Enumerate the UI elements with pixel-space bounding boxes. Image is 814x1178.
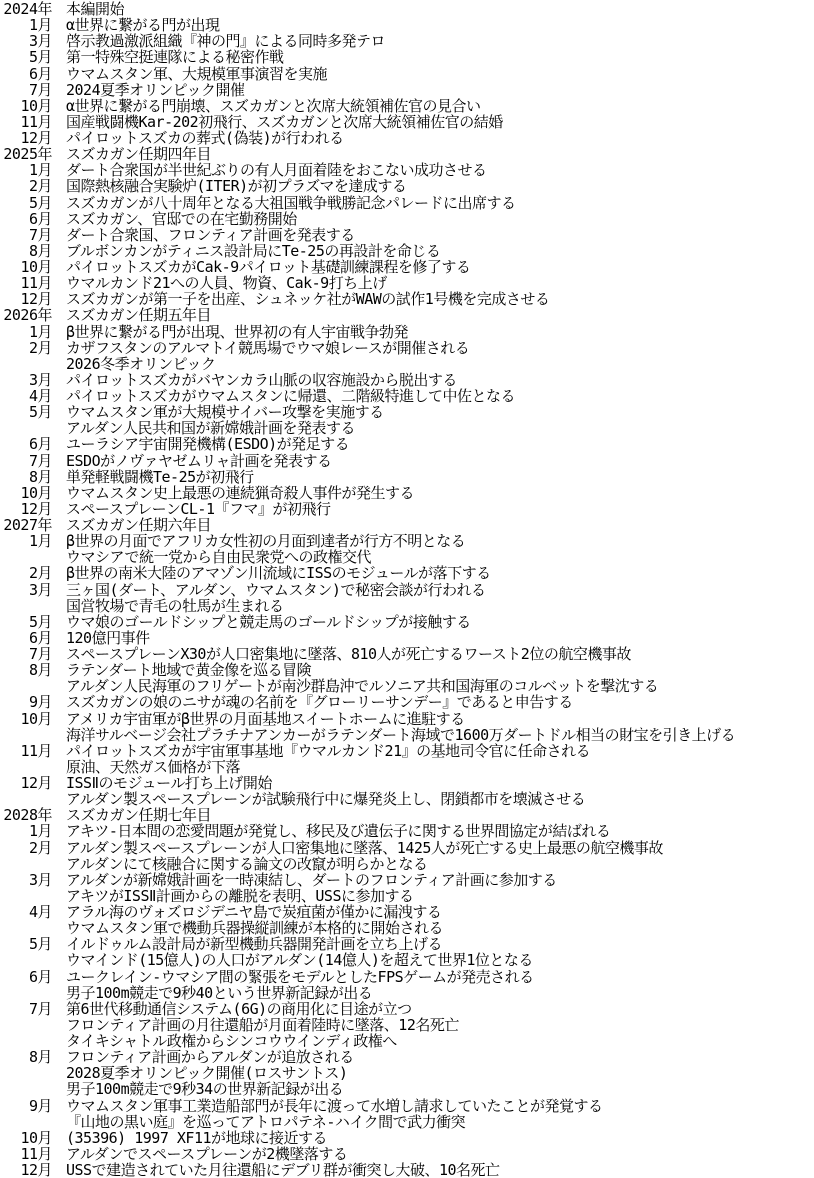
timeline-row: [0, 823, 814, 839]
timeline-row: [0, 49, 814, 65]
timeline-event-text: スペースプレーンX30が人口密集地に墜落、810人が死亡するワースト2位の航空機事故: [66, 645, 631, 663]
timeline-row: [0, 1033, 814, 1049]
timeline-event-text: ISSⅡのモジュール打ち上げ開始: [66, 774, 272, 792]
timeline-row: [0, 582, 814, 598]
timeline-event-text: ウマムスタン軍事工業造船部門が長年に渡って水増し請求していたことが発覚する: [66, 1096, 603, 1115]
timeline-row: [0, 436, 814, 452]
timeline-event-text: アルダンにて核融合に関する論文の改竄が明らかとなる: [66, 854, 428, 873]
timeline-date-label: 5月: [28, 403, 52, 422]
timeline-row: [0, 146, 814, 162]
timeline-date-label: 10月: [20, 96, 52, 115]
timeline-date-label: 2026年: [3, 306, 52, 325]
timeline-row: [0, 1146, 814, 1162]
timeline-event-text: ウマムスタン史上最悪の連続猟奇殺人事件が発生する: [66, 483, 415, 502]
timeline-row: [0, 501, 814, 517]
timeline-event-text: 2026冬季オリンピック: [66, 354, 216, 373]
timeline-date-label: 3月: [28, 580, 52, 599]
timeline-event-text: パイロットスズカが宇宙軍事基地『ウマルカンド21』の基地司令官に任命される: [66, 741, 591, 760]
timeline-event-text: ウマムスタン軍が大規模サイバー攻撃を実施する: [66, 403, 384, 422]
timeline-event-text: ダート合衆国、フロンティア計画を発表する: [66, 225, 355, 244]
timeline-event-text: アルダン製スペースプレーンが試験飛行中に爆発炎上し、閉鎖都市を壊滅させる: [66, 790, 586, 809]
timeline-event-text: アキツ-日本間の恋愛問題が発覚し、移民及び遺伝子に関する世界間協定が結ばれる: [66, 822, 611, 841]
timeline-event-text: スズカガン任期七年目: [66, 806, 212, 825]
timeline-row: [0, 904, 814, 920]
timeline-row: [0, 856, 814, 872]
timeline-date-label: 5月: [28, 612, 52, 631]
timeline-event-text: α世界に繋がる門崩壊、スズカガンと次席大統領補佐官の見合い: [66, 96, 481, 115]
timeline-row: [0, 920, 814, 936]
timeline-row: [0, 485, 814, 501]
timeline-date-label: 2月: [28, 838, 52, 857]
timeline-date-label: 10月: [20, 1128, 52, 1147]
timeline-row: [0, 291, 814, 307]
timeline-row: [0, 17, 814, 33]
timeline-event-text: パイロットスズカの葬式(偽装)が行われる: [66, 129, 344, 147]
timeline-row: [0, 469, 814, 485]
timeline-date-label: 12月: [20, 290, 52, 309]
timeline-row: [0, 1114, 814, 1130]
timeline-row: [0, 662, 814, 678]
timeline-row: [0, 888, 814, 904]
timeline-event-text: ESDOがノヴァヤゼムリャ計画を発表する: [66, 451, 332, 470]
timeline-date-label: 1月: [28, 322, 52, 341]
timeline-event-text: ユーラシア宇宙開発機構(ESDO)が発足する: [66, 435, 350, 454]
timeline-event-text: β世界の月面でアフリカ女性初の月面到達者が行方不明となる: [66, 532, 466, 551]
timeline-date-label: 2月: [28, 564, 52, 583]
timeline-row: [0, 936, 814, 952]
timeline-event-text: 単発軽戦闘機Te-25が初飛行: [66, 467, 254, 486]
timeline-row: [0, 82, 814, 98]
timeline-date-label: 6月: [28, 64, 52, 83]
timeline-event-text: ウマインド(15億人)の人口がアルダン(14億人)を超えて世界1位となる: [66, 951, 533, 970]
timeline-event-text: 国産戦闘機Kar-202初飛行、スズカガンと次席大統領補佐官の結婚: [66, 112, 503, 131]
timeline-event-text: パイロットスズカがバヤンカラ山脈の収容施設から脱出する: [66, 370, 457, 389]
timeline-row: [0, 678, 814, 694]
timeline-event-text: カザフスタンのアルマトイ競馬場でウマ娘レースが開催される: [66, 338, 470, 357]
timeline-date-label: 5月: [28, 48, 52, 67]
timeline-event-text: スズカガンが第一子を出産、シュネッケ社がWAWの試作1号機を完成させる: [66, 290, 550, 309]
timeline-row: [0, 388, 814, 404]
timeline-date-label: 10月: [20, 483, 52, 502]
timeline-date-label: 2025年: [3, 145, 52, 164]
timeline-row: [0, 759, 814, 775]
timeline-date-label: 10月: [20, 258, 52, 276]
timeline-row: [0, 420, 814, 436]
timeline-row: [0, 646, 814, 662]
timeline-row: [0, 162, 814, 178]
timeline-row: [0, 372, 814, 388]
timeline-row: [0, 1065, 814, 1081]
timeline-date-label: 4月: [28, 903, 52, 921]
timeline-event-text: 2024夏季オリンピック開催: [66, 80, 245, 99]
timeline-date-label: 5月: [28, 193, 52, 212]
timeline-row: [0, 1098, 814, 1114]
timeline-event-text: アキツがISSⅡ計画からの離脱を表明、USSに参加する: [66, 886, 414, 905]
timeline-date-label: 3月: [28, 870, 52, 889]
timeline-event-text: イルドゥルム設計局が新型機動兵器開発計画を立ち上げる: [66, 935, 443, 954]
timeline-event-text: スペースプレーンCL-1『フマ』が初飛行: [66, 499, 331, 518]
timeline-event-text: 海洋サルベージ会社プラチナアンカーがラテンダート海域で1600万ダートドル相当の財宝を引き上げる: [66, 725, 736, 744]
timeline-event-text: ユークレイン-ウマシア間の緊張をモデルとしたFPSゲームが発売される: [66, 967, 534, 986]
timeline-date-label: 6月: [28, 628, 52, 647]
timeline-row: [0, 614, 814, 630]
timeline-event-text: スズカガン任期六年目: [66, 516, 212, 534]
timeline-event-text: ウマ娘のゴールドシップと競走馬のゴールドシップが接触する: [66, 612, 471, 631]
timeline-date-label: 11月: [20, 1144, 52, 1163]
timeline-row: [0, 533, 814, 549]
timeline-date-label: 10月: [20, 709, 52, 728]
timeline-date-label: 6月: [28, 209, 52, 228]
timeline-event-text: β世界の南米大陸のアマゾン川流域にISSのモジュールが落下する: [66, 564, 491, 583]
timeline-event-text: ダート合衆国が半世紀ぶりの有人月面着陸をおこない成功させる: [66, 161, 487, 180]
timeline-date-label: 7月: [28, 645, 52, 663]
timeline-row: [0, 114, 814, 130]
timeline-date-label: 7月: [28, 225, 52, 244]
timeline-event-text: アルダン人民共和国が新嫦娥計画を発表する: [66, 419, 355, 438]
timeline-row: [0, 969, 814, 985]
timeline-event-text: (35396) 1997 XF11が地球に接近する: [66, 1128, 328, 1147]
timeline-event-text: スズカガンが八十周年となる大祖国戦争戦勝記念パレードに出席する: [66, 193, 516, 212]
timeline-row: [0, 807, 814, 823]
timeline-event-text: 三ヶ国(ダート、アルダン、ウマムスタン)で秘密会談が行われる: [66, 580, 486, 599]
timeline-event-text: ウマムスタン軍、大規模軍事演習を実施: [66, 64, 328, 83]
timeline-date-label: 11月: [20, 112, 52, 131]
timeline-event-text: 第6世代移動通信システム(6G)の商用化に目途が立つ: [66, 999, 412, 1018]
timeline-event-text: アルダンが新嫦娥計画を一時凍結し、ダートのフロンティア計画に参加する: [66, 870, 557, 889]
timeline-date-label: 2027年: [3, 516, 52, 534]
timeline-date-label: 8月: [28, 467, 52, 486]
timeline-date-label: 3月: [28, 370, 52, 389]
timeline-event-text: フロンティア計画からアルダンが追放される: [66, 1048, 354, 1067]
timeline-row: [0, 340, 814, 356]
timeline-event-text: 国営牧場で青毛の牡馬が生まれる: [66, 596, 284, 615]
timeline-date-label: 6月: [28, 435, 52, 454]
timeline-row: [0, 98, 814, 114]
timeline-date-label: 2028年: [3, 806, 52, 825]
timeline-event-text: アルダンでスペースプレーンが2機墜落する: [66, 1144, 348, 1163]
timeline-row: [0, 791, 814, 807]
timeline-row: [0, 711, 814, 727]
timeline-date-label: 12月: [20, 1161, 52, 1178]
timeline-row: [0, 1162, 814, 1178]
timeline-date-label: 5月: [28, 935, 52, 954]
timeline-date-label: 1月: [28, 822, 52, 841]
timeline-event-text: 2028夏季オリンピック開催(ロスサントス): [66, 1064, 348, 1083]
timeline-event-text: タイキシャトル政権からシンコウウインディ政権へ: [66, 1032, 397, 1050]
timeline-event-text: アルダン製スペースプレーンが人口密集地に墜落、1425人が死亡する史上最悪の航空機事故: [66, 838, 663, 857]
timeline-event-text: ウマムスタン軍で機動兵器操縦訓練が本格的に開始される: [66, 919, 444, 938]
timeline-date-label: 7月: [28, 451, 52, 470]
timeline-event-text: スズカガンの娘のニサが魂の名前を『グローリーサンデー』であると申告する: [66, 693, 573, 712]
timeline-date-label: 11月: [20, 274, 52, 293]
timeline-event-text: ウマルカンド21への人員、物資、Cak-9打ち上げ: [66, 274, 387, 293]
timeline-event-text: 『山地の黒い庭』を巡ってアトロパテネ-ハイク間で武力衝突: [66, 1112, 466, 1131]
timeline-row: [0, 549, 814, 565]
timeline-date-label: 7月: [28, 999, 52, 1018]
timeline-date-label: 12月: [20, 129, 52, 147]
timeline-row: [0, 1049, 814, 1065]
timeline-row: [0, 1001, 814, 1017]
timeline-date-label: 8月: [28, 661, 52, 680]
timeline-row: [0, 630, 814, 646]
timeline-row: [0, 259, 814, 275]
timeline-date-label: 6月: [28, 967, 52, 986]
timeline-row: [0, 356, 814, 372]
timeline-date-label: 4月: [28, 387, 52, 405]
timeline-row: [0, 307, 814, 323]
timeline: [0, 1, 814, 1178]
timeline-event-text: アラル海のヴォズロジデニヤ島で炭疽菌が僅かに漏洩する: [66, 903, 442, 921]
timeline-row: [0, 565, 814, 581]
timeline-event-text: USSで建造されていた月往還船にデブリ群が衝突し大破、10名死亡: [66, 1161, 500, 1178]
timeline-date-label: 8月: [28, 241, 52, 260]
timeline-row: [0, 178, 814, 194]
timeline-date-label: 3月: [28, 32, 52, 51]
timeline-event-text: ラテンダート地域で黄金像を巡る冒険: [66, 661, 312, 680]
timeline-date-label: 9月: [28, 1096, 52, 1115]
timeline-date-label: 2024年: [3, 0, 52, 18]
timeline-row: [0, 453, 814, 469]
timeline-row: [0, 598, 814, 614]
timeline-event-text: 本編開始: [66, 0, 125, 18]
timeline-event-text: β世界に繋がる門が出現、世界初の有人宇宙戦争勃発: [66, 322, 409, 341]
timeline-date-label: 12月: [20, 774, 52, 792]
timeline-row: [0, 227, 814, 243]
timeline-row: [0, 840, 814, 856]
timeline-row: [0, 1, 814, 17]
timeline-date-label: 2月: [28, 338, 52, 357]
timeline-date-label: 8月: [28, 1048, 52, 1067]
timeline-event-text: パイロットスズカがCak-9パイロット基礎訓練課程を修了する: [66, 258, 471, 276]
timeline-row: [0, 1017, 814, 1033]
timeline-row: [0, 694, 814, 710]
timeline-row: [0, 324, 814, 340]
timeline-date-label: 1月: [28, 532, 52, 551]
timeline-row: [0, 1130, 814, 1146]
timeline-event-text: アルダン人民海軍のフリゲートが南沙群島沖でルソニア共和国海軍のコルベットを撃沈する: [66, 677, 659, 696]
timeline-event-text: スズカガン、官邸での在宅勤務開始: [66, 209, 297, 228]
timeline-row: [0, 775, 814, 791]
timeline-row: [0, 66, 814, 82]
timeline-row: [0, 404, 814, 420]
timeline-date-label: 12月: [20, 499, 52, 518]
timeline-event-text: 男子100m競走で9秒34の世界新記録が出る: [66, 1080, 344, 1099]
timeline-event-text: ブルボンカンがティニス設計局にTe-25の再設計を命じる: [66, 241, 441, 260]
timeline-event-text: 原油、天然ガス価格が下落: [66, 757, 241, 776]
timeline-event-text: 国際熱核融合実験炉(ITER)が初プラズマを達成する: [66, 177, 407, 196]
timeline-event-text: アメリカ宇宙軍がβ世界の月面基地スイートホームに進駐する: [66, 709, 465, 728]
timeline-row: [0, 872, 814, 888]
timeline-row: [0, 33, 814, 49]
timeline-event-text: 啓示教過激派組織『神の門』による同時多発テロ: [66, 32, 386, 51]
timeline-row: [0, 243, 814, 259]
timeline-row: [0, 517, 814, 533]
timeline-row: [0, 275, 814, 291]
timeline-row: [0, 743, 814, 759]
timeline-event-text: 120億円事件: [66, 628, 150, 647]
timeline-date-label: 9月: [28, 693, 52, 712]
timeline-event-text: フロンティア計画の月往還船が月面着陸時に墜落、12名死亡: [66, 1015, 459, 1034]
timeline-event-text: パイロットスズカがウマムスタンに帰還、二階級特進して中佐となる: [66, 387, 516, 405]
timeline-date-label: 7月: [28, 80, 52, 99]
timeline-event-text: スズカガン任期五年目: [66, 306, 212, 325]
timeline-event-text: スズカガン任期四年目: [66, 145, 212, 164]
timeline-event-text: α世界に繋がる門が出現: [66, 16, 220, 35]
timeline-date-label: 1月: [28, 161, 52, 180]
timeline-row: [0, 952, 814, 968]
timeline-date-label: 11月: [20, 741, 52, 760]
timeline-row: [0, 211, 814, 227]
timeline-row: [0, 1081, 814, 1097]
timeline-row: [0, 195, 814, 211]
timeline-event-text: 第一特殊空挺連隊による秘密作戦: [66, 48, 284, 67]
timeline-date-label: 1月: [28, 16, 52, 35]
timeline-date-label: 2月: [28, 177, 52, 196]
timeline-event-text: ウマシアで統一党から自由民衆党への政権交代: [66, 548, 371, 567]
timeline-row: [0, 985, 814, 1001]
timeline-row: [0, 130, 814, 146]
timeline-event-text: 男子100m競走で9秒40という世界新記録が出る: [66, 983, 373, 1002]
timeline-row: [0, 727, 814, 743]
